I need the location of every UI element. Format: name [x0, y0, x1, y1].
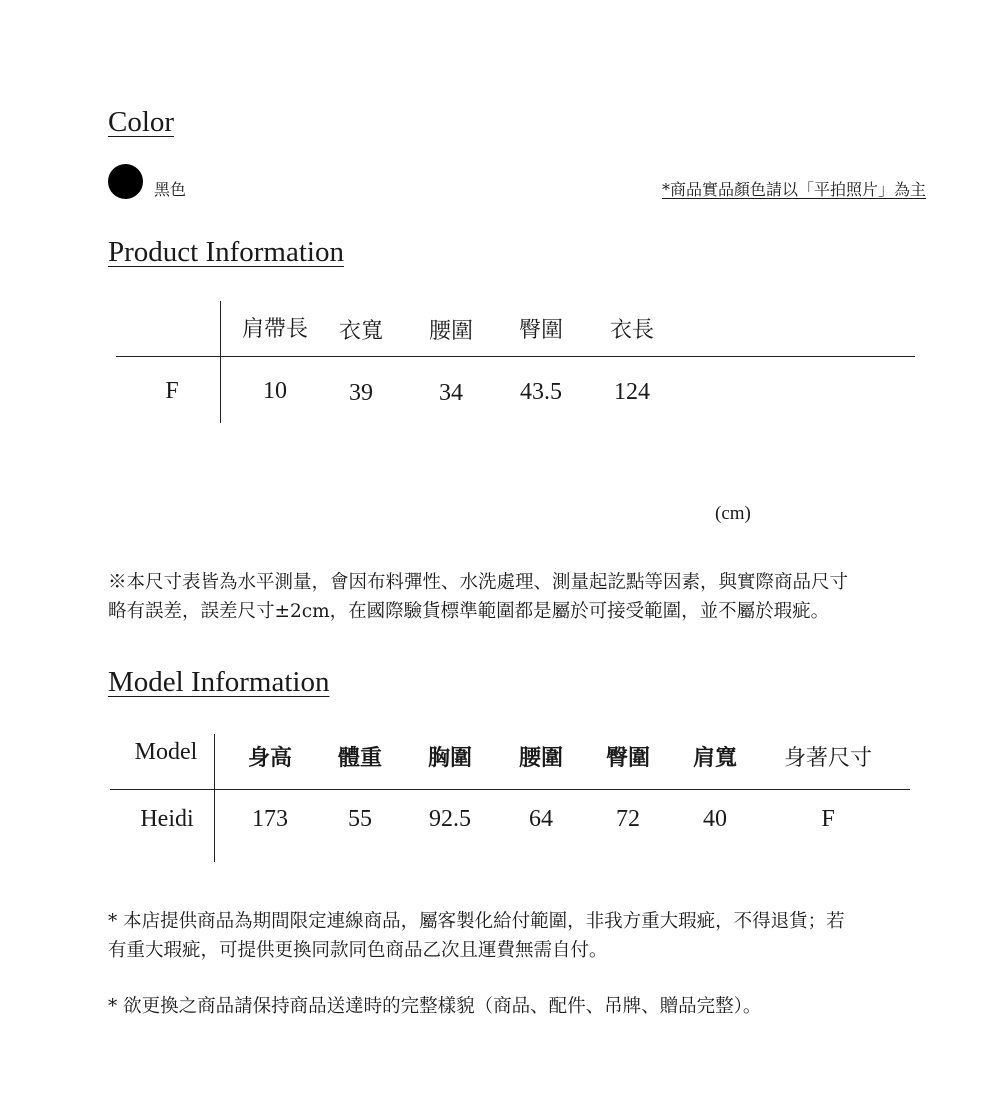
- product-info-heading: Product Information: [108, 236, 344, 268]
- model-header-height: 身高: [247, 745, 293, 771]
- return-policy-note: [108, 907, 918, 965]
- model-value-bust: 92.5: [429, 806, 471, 832]
- model-table-horizontal-divider: [110, 789, 910, 790]
- model-header-shoulder: 肩寬: [692, 745, 738, 771]
- color-note: *商品實品顏色請以「平拍照片」為主: [661, 180, 926, 199]
- model-value-waist: 64: [529, 806, 553, 832]
- exchange-condition-note: * 欲更換之商品請保持商品送達時的完整樣貌（商品、配件、吊牌、贈品完整）。: [108, 996, 762, 1017]
- model-name: Heidi: [140, 806, 194, 832]
- model-value-size-worn: F: [821, 806, 835, 832]
- product-header-width: 衣寬: [338, 319, 384, 344]
- model-info-heading: Model Information: [108, 666, 330, 698]
- model-table-vertical-divider: [214, 734, 215, 862]
- color-swatch-label: 黑色: [154, 180, 187, 199]
- model-value-height: 173: [252, 806, 288, 832]
- model-value-hip: 72: [616, 806, 640, 832]
- product-row-size: F: [165, 378, 179, 404]
- product-header-strap-length: 肩帶長: [241, 317, 309, 342]
- return-policy-line-2: 有重大瑕疵，可提供更換同款同色商品乙次且運費無需自付。: [108, 940, 608, 961]
- model-header-hip: 臀圍: [605, 745, 651, 771]
- product-value-strap-length: 10: [263, 378, 287, 404]
- disclaimer-line-1: ※本尺寸表皆為水平測量，會因布料彈性、水洗處理、測量起訖點等因素，與實際商品尺寸: [108, 572, 849, 593]
- return-policy-line-1: * 本店提供商品為期間限定連線商品，屬客製化給付範圍，非我方重大瑕疵，不得退貨；若: [108, 911, 845, 932]
- product-header-length: 衣長: [609, 318, 655, 343]
- product-value-hip: 43.5: [520, 379, 562, 405]
- product-value-waist: 34: [439, 380, 463, 406]
- product-header-waist: 腰圍: [428, 319, 474, 344]
- model-header-weight: 體重: [337, 745, 383, 771]
- disclaimer-line-2: 略有誤差，誤差尺寸±2cm，在國際驗貨標準範圍都是屬於可接受範圍，並不屬於瑕疵。: [108, 601, 830, 622]
- color-heading: Color: [108, 106, 175, 138]
- model-header-bust: 胸圍: [427, 745, 473, 771]
- product-value-width: 39: [349, 380, 373, 406]
- model-header-waist: 腰圍: [518, 745, 564, 771]
- model-value-shoulder: 40: [703, 806, 727, 832]
- product-value-length: 124: [614, 379, 650, 405]
- model-value-weight: 55: [348, 806, 372, 832]
- product-header-hip: 臀圍: [518, 318, 564, 343]
- model-corner-label: Model: [134, 739, 198, 765]
- unit-label: (cm): [715, 503, 751, 524]
- model-header-size-worn: 身著尺寸: [783, 746, 873, 771]
